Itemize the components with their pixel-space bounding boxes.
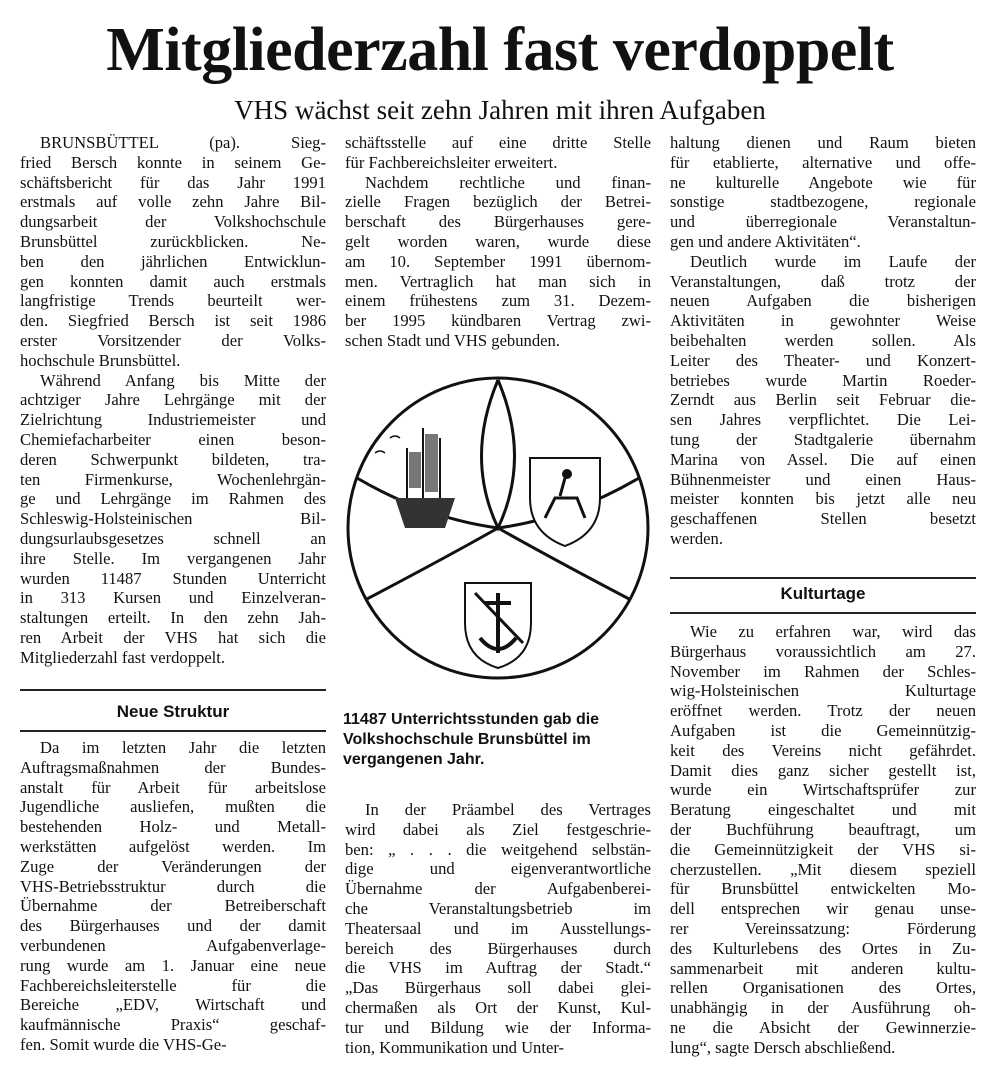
- text-line: men. Vertraglich hat man sich in: [345, 271, 651, 291]
- column-3-bottom: [670, 622, 976, 1058]
- text-line: ben den jährlichen Entwicklun-: [20, 251, 326, 271]
- text-line: Mitgliederzahl fast verdoppelt.: [20, 647, 226, 667]
- text-line: Theatersaal und im Ausstellungs-: [345, 918, 651, 938]
- text-line: ten Firmenkurse, Wochenlehrgän-: [20, 469, 326, 489]
- text-line: Aufgaben ist die Gemeinnützig-: [670, 720, 976, 740]
- text-line: sonstige stadtbezogene, regionale: [670, 192, 976, 212]
- text-line: Damit dies ganz sicher gestellt ist,: [670, 760, 976, 780]
- text-line: verbundenen Aufgabenverlage-: [20, 935, 326, 955]
- text-line: meister konnten bis jetzt alle neu: [670, 489, 976, 509]
- text-line: in 313 Kursen und Einzelveran-: [20, 588, 326, 608]
- text-line: der Buchführung beauftragt, um: [670, 819, 976, 839]
- text-line: rellen Organisationen des Ortes,: [670, 978, 976, 998]
- text-line: wig-Holsteinischen Kulturtage: [670, 681, 976, 701]
- paragraph: [670, 252, 976, 549]
- paragraph: [345, 133, 651, 173]
- text-line: betriebes wurde Martin Roeder-: [670, 370, 976, 390]
- text-line: haltung dienen und Raum bieten: [670, 133, 976, 152]
- paragraph: [345, 173, 651, 351]
- divider: [670, 612, 976, 614]
- text-line: schäftsstelle auf eine dritte Stelle: [345, 133, 651, 152]
- text-line: sammenarbeit mit anderen kultu-: [670, 958, 976, 978]
- text-line: dungsarbeit der Volkshochschule: [20, 212, 326, 232]
- text-line: Marina von Assel. Die auf einen: [670, 449, 976, 469]
- text-line: ne kulturelle Angebote wie für: [670, 172, 976, 192]
- text-line: dungsurlaubsgesetzes schnell an: [20, 528, 326, 548]
- text-line: ihre Stelle. Im vergangenen Jahr: [20, 548, 326, 568]
- text-line: unabhängig in der Ausführung oh-: [670, 998, 976, 1018]
- text-line: erster Vorsitzender der Volks-: [20, 330, 326, 350]
- text-line: deren Schwerpunkt bildeten, tra-: [20, 449, 326, 469]
- text-line: geschaffenen Stellen besetzt: [670, 509, 976, 529]
- text-line: staltungen erteilt. In den zehn Jah-: [20, 608, 326, 628]
- text-line: gen und andere Aktivitäten“.: [670, 231, 861, 251]
- divider: [670, 577, 976, 579]
- headline: Mitgliederzahl fast verdoppelt: [106, 16, 894, 84]
- text-line: Übernahme der Aufgabenberei-: [345, 879, 651, 899]
- text-line: Schleswig-Holsteinischen Bil-: [20, 509, 326, 529]
- text-line: November im Rahmen der Schles-: [670, 661, 976, 681]
- text-line: Bühnenmeister und einen Haus-: [670, 469, 976, 489]
- text-line: wurden 11487 Stunden Unterricht: [20, 568, 326, 588]
- text-line: ren Arbeit der VHS hat sich die: [20, 627, 326, 647]
- text-line: schäftsbericht für das Jahr 1991: [20, 172, 326, 192]
- text-line: gelt worden waren, wurde diese: [345, 231, 651, 251]
- text-line: ben: „ . . . die weitgehend selbstän-: [345, 839, 651, 859]
- text-line: Übernahme der Betreiberschaft: [20, 896, 326, 916]
- text-line: schen Stadt und VHS gebunden.: [345, 330, 560, 350]
- text-line: chermaßen als Ort der Kunst, Kul-: [345, 997, 651, 1017]
- text-line: dige und eigenverantwortliche: [345, 859, 651, 879]
- text-line: Zerndt aus Berlin seit Februar die-: [670, 390, 976, 410]
- column-1-top: [20, 133, 326, 668]
- text-line: achtziger Jahre Lehrgänge mit der: [20, 390, 326, 410]
- text-line: tion, Kommunikation und Unter-: [345, 1037, 565, 1057]
- text-line: und überregionale Veranstaltun-: [670, 212, 976, 232]
- text-line: lung“, sagte Dersch abschließend.: [670, 1037, 896, 1057]
- text-line: beibehalten werden sollen. Als: [670, 330, 976, 350]
- paragraph: [670, 133, 976, 252]
- text-line: Nachdem rechtliche und finan-: [365, 172, 651, 192]
- text-line: wurde ein Wirtschaftsprüfer zur: [670, 780, 976, 800]
- text-line: ne die Absicht der Gewinnerzie-: [670, 1017, 976, 1037]
- text-line: Da im letzten Jahr die letzten: [40, 738, 326, 757]
- text-line: Auftragsmaßnahmen der Bundes-: [20, 757, 326, 777]
- text-line: sen Jahres verpflichtet. Die Lei-: [670, 410, 976, 430]
- paragraph: [20, 133, 326, 371]
- text-line: langfristige Trends beurteilt wer-: [20, 291, 326, 311]
- text-line: Während Anfang bis Mitte der: [40, 370, 326, 390]
- text-line: eröffnet werden. Trotz der neuen: [670, 701, 976, 721]
- text-line: Brunsbüttel zurückblicken. Ne-: [20, 231, 326, 251]
- text-line: Wie zu erfahren war, wird das: [690, 622, 976, 641]
- text-line: keit des Vereins nicht gefährdet.: [670, 740, 976, 760]
- text-line: anstalt für Arbeit für arbeitslose: [20, 777, 326, 797]
- paragraph: [345, 800, 651, 1057]
- text-line: werkstätten aufgelöst werden. Im: [20, 836, 326, 856]
- text-line: Bereiche „EDV, Wirtschaft und: [20, 995, 326, 1015]
- text-line: fen. Somit wurde die VHS-Ge-: [20, 1034, 227, 1054]
- text-line: Leiter des Theater- und Konzert-: [670, 350, 976, 370]
- text-line: tung der Stadtgalerie übernahm: [670, 429, 976, 449]
- text-line: VHS-Betriebsstruktur durch die: [20, 876, 326, 896]
- text-line: für Brunsbüttel entwickelten Mo-: [670, 879, 976, 899]
- text-line: einem frühestens zum 31. Dezem-: [345, 291, 651, 311]
- text-line: gen konnten damit auch erstmals: [20, 271, 326, 291]
- text-line: zielle Fragen bezüglich der Betrei-: [345, 192, 651, 212]
- text-line: ge und Lehrgänge im Rahmen des: [20, 489, 326, 509]
- text-line: tur und Bildung wie der Informa-: [345, 1017, 651, 1037]
- text-line: berschaft des Bürgerhauses gere-: [345, 212, 651, 232]
- text-line: bestehenden Holz- und Metall-: [20, 817, 326, 837]
- column-3-top: [670, 133, 976, 549]
- text-line: ber 1995 kündbaren Vertrag zwi-: [345, 311, 651, 331]
- text-line: hochschule Brunsbüttel.: [20, 350, 181, 370]
- text-line: neuen Aufgaben die bisherigen: [670, 291, 976, 311]
- text-line: Aktivitäten in gewohnter Weise: [670, 311, 976, 331]
- column-2-top: [345, 133, 651, 351]
- text-line: In der Präambel des Vertrages: [365, 800, 651, 819]
- text-line: rer Vereinssatzung: Förderung: [670, 918, 976, 938]
- image-caption: 11487 Unterrichtsstunden gab die Volkshochschule Brunsbüttel im vergangenen Jahr.: [343, 711, 600, 768]
- text-line: bereich des Bürgerhauses durch: [345, 938, 651, 958]
- text-line: des Bürgerhauses und der damit: [20, 916, 326, 936]
- text-line: für Fachbereichsleiter erweitert.: [345, 152, 558, 172]
- text-line: Zielrichtung Industriemeister und: [20, 410, 326, 430]
- column-2-bottom: [345, 800, 651, 1057]
- text-line: Veranstaltungen, daß trotz der: [670, 271, 976, 291]
- paragraph: [20, 371, 326, 668]
- column-1-bottom: [20, 738, 326, 1055]
- text-line: che Veranstaltungsbetrieb im: [345, 898, 651, 918]
- subheadline: VHS wächst seit zehn Jahren mit ihren Aufgaben: [234, 95, 766, 125]
- text-line: wird dabei als Ziel festgeschrie-: [345, 819, 651, 839]
- text-line: rung wurde am 1. Januar eine neue: [20, 955, 326, 975]
- text-line: die VHS im Auftrag der Stadt.“: [345, 958, 651, 978]
- paragraph: [670, 622, 976, 1058]
- text-line: BRUNSBÜTTEL (pa). Sieg-: [40, 133, 326, 152]
- text-line: Zuge der Veränderungen der: [20, 856, 326, 876]
- coat-of-arms-emblem: [345, 368, 651, 688]
- divider: [20, 689, 326, 691]
- text-line: kaufmännische Praxis“ geschaf-: [20, 1015, 326, 1035]
- text-line: für etablierte, alternative und offe-: [670, 152, 976, 172]
- text-line: Deutlich wurde im Laufe der: [690, 251, 976, 271]
- text-line: die Gemeinnützigkeit der VHS si-: [670, 839, 976, 859]
- section-heading-kulturtage: Kulturtage: [780, 584, 866, 603]
- text-line: Bürgerhaus voraussichtlich am 27.: [670, 641, 976, 661]
- text-line: Chemiefacharbeiter einen beson-: [20, 429, 326, 449]
- text-line: des Kulturlebens des Ortes in Zu-: [670, 938, 976, 958]
- text-line: Beratung eingeschaltet und mit: [670, 800, 976, 820]
- text-line: cherzustellen. „Mit diesem speziell: [670, 859, 976, 879]
- text-line: am 10. September 1991 übernom-: [345, 251, 651, 271]
- text-line: den. Siegfried Bersch ist seit 1986: [20, 311, 326, 331]
- text-line: Jugendliche ausliefen, mußten die: [20, 797, 326, 817]
- text-line: fried Bersch konnte in seinem Ge-: [20, 152, 326, 172]
- text-line: Fachbereichsleiterstelle für die: [20, 975, 326, 995]
- text-line: dell entsprechen wir genau unse-: [670, 899, 976, 919]
- section-heading-neue-struktur: Neue Struktur: [116, 702, 230, 721]
- divider: [20, 730, 326, 732]
- text-line: erstmals auf volle zehn Jahre Bil-: [20, 192, 326, 212]
- text-line: „Das Bürgerhaus soll dabei glei-: [345, 978, 651, 998]
- anchor-shield-icon: [465, 583, 531, 668]
- text-line: werden.: [670, 528, 723, 548]
- paragraph: [20, 738, 326, 1055]
